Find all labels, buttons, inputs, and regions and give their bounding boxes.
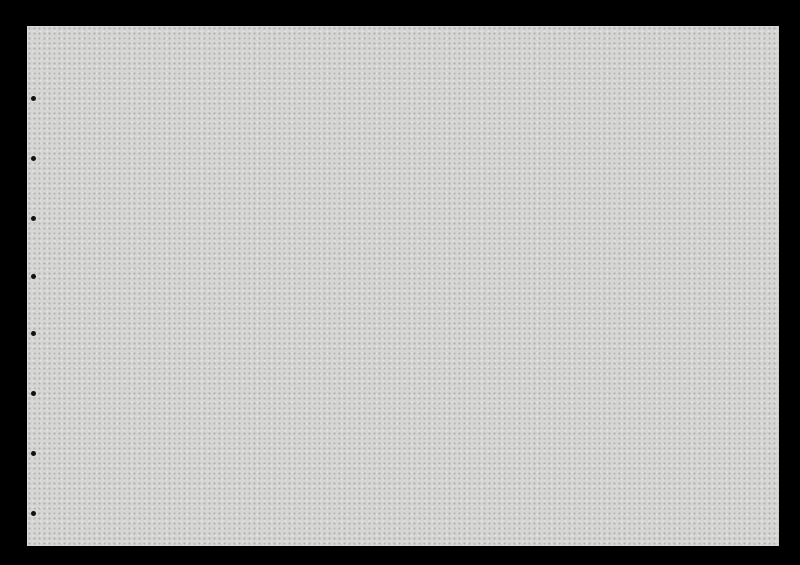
- census-sheet: [27, 26, 779, 546]
- census-grid: [27, 26, 779, 546]
